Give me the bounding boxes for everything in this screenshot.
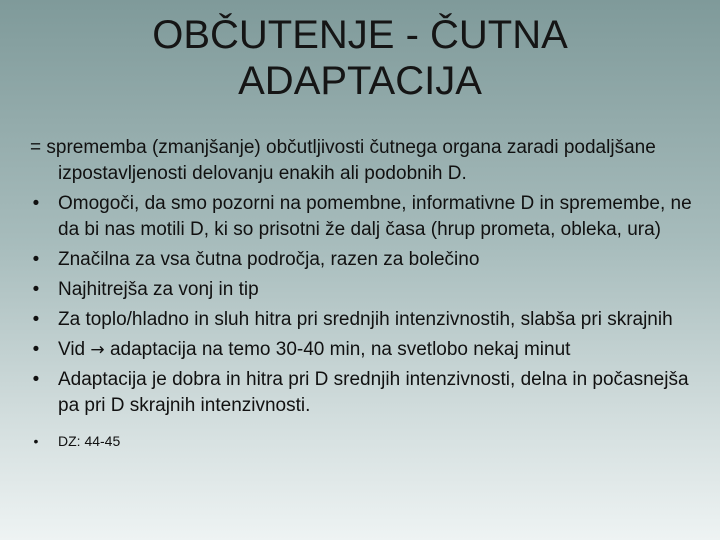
bullet-item — [30, 277, 700, 303]
bullet-icon: • — [32, 249, 40, 270]
bullet-text-vid-rest: adaptacija na temo 30-40 min, na svetlobo nekaj minut — [109, 339, 571, 360]
bullet-text: Najhitrejša za vonj in tip — [58, 279, 259, 300]
right-arrow-icon: → — [90, 340, 105, 360]
bullet-text: Za toplo/hladno in sluh hitra pri srednjih intenzivnostih, slabša pri skrajnih — [58, 309, 673, 330]
bullet-text: Omogoči, da smo pozorni na pomembne, informativne D in spremembe, ne da bi nas motili D, ki so prisotni že dalj časa (hrup prometa, obleka, ura) — [58, 193, 692, 240]
slide-title-line-1: OBČUTENJE - ČUTNA — [152, 13, 568, 57]
bullet-icon: • — [32, 193, 40, 214]
bullet-list — [30, 191, 700, 451]
bullet-icon: • — [32, 279, 40, 300]
bullet-icon: • — [32, 369, 40, 390]
bullet-text: Adaptacija je dobra in hitra pri D srednjih intenzivnosti, delna in počasnejša pa pri D skrajnih intenzivnosti. — [58, 369, 689, 416]
slide-title-line-2: ADAPTACIJA — [238, 59, 482, 103]
reference-item — [30, 431, 700, 451]
bullet-item — [30, 367, 700, 419]
bullet-icon: • — [32, 339, 40, 360]
bullet-item — [30, 247, 700, 273]
bullet-text: Značilna za vsa čutna področja, razen za bolečino — [58, 249, 480, 270]
bullet-item — [30, 337, 700, 363]
definition-text: = sprememba (zmanjšanje) občutljivosti čutnega organa zaradi podaljšane izpostavljenosti delovanju enakih ali podobnih D. — [30, 137, 656, 184]
slide-content — [30, 135, 700, 455]
reference-text: DZ: 44-45 — [58, 433, 121, 449]
bullet-item — [30, 191, 700, 243]
slide-title — [60, 12, 660, 104]
bullet-icon: • — [33, 433, 39, 449]
bullet-icon: • — [32, 309, 40, 330]
bullet-item — [30, 307, 700, 333]
bullet-text-vid: Vid — [58, 339, 86, 360]
